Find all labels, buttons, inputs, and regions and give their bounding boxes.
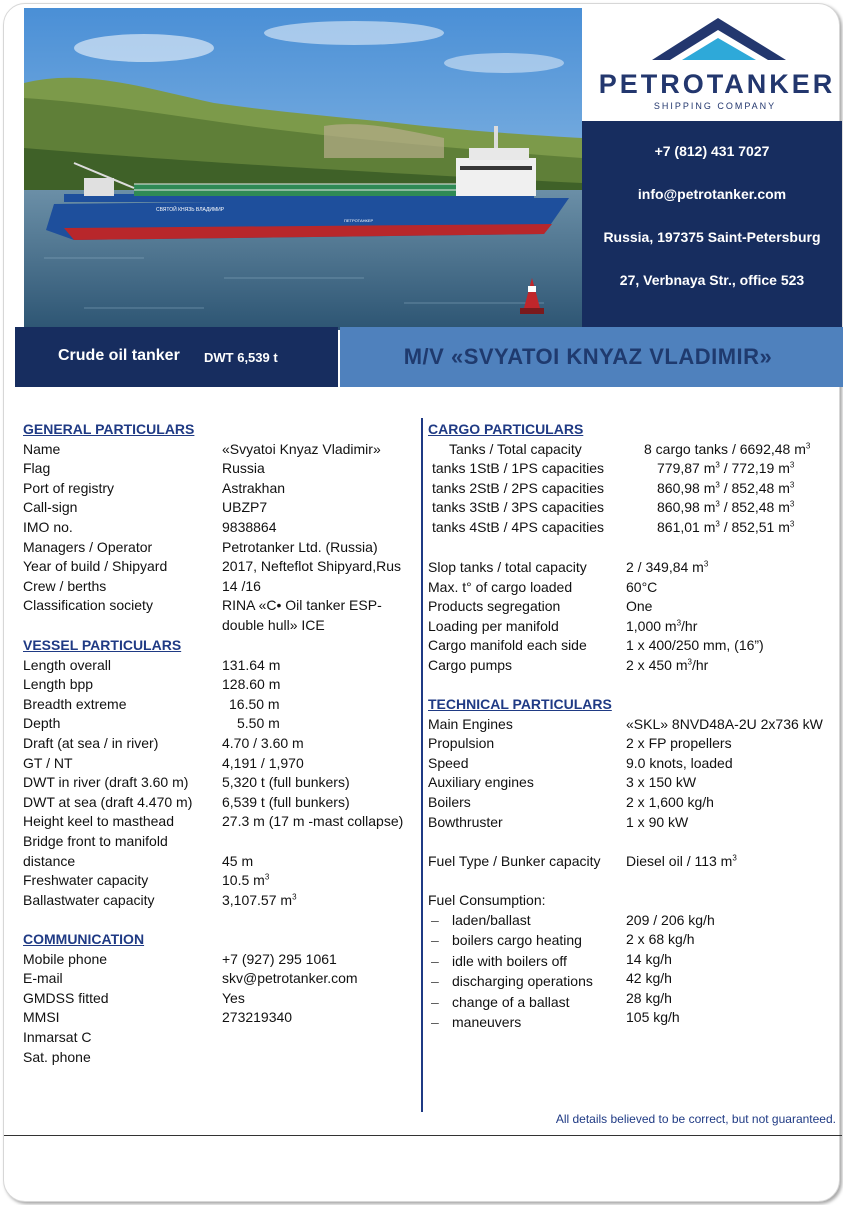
vessel-label: Freshwater capacity <box>23 872 149 889</box>
cargo-value-unit: /hr <box>681 617 698 634</box>
cargo-value-text: 1 x 400/250 mm, (16”) <box>626 637 764 654</box>
general-value: 14 /16 <box>222 577 261 594</box>
cargo-label: Loading per manifold <box>428 617 559 634</box>
vessel-value <box>222 794 350 810</box>
communication-value: 273219340 <box>222 1009 293 1026</box>
vessel-value <box>222 813 403 829</box>
cargo-tank-label: tanks 3StB / 3PS capacities <box>432 499 604 516</box>
dash-bullet: – <box>431 932 439 949</box>
footer-rule <box>4 1135 842 1136</box>
cargo-tank-label: tanks 2StB / 2PS capacities <box>432 479 604 496</box>
fuel-value: 14 kg/h <box>626 950 672 967</box>
vessel-value-text: 4,191 / 1,970 <box>222 754 304 771</box>
superscript: 3 <box>789 499 795 509</box>
cargo-tank-value-b: / 852,48 m <box>719 499 790 516</box>
cargo-value-unit: /hr <box>691 657 709 673</box>
vessel-value-text: 5.50 m <box>237 715 280 732</box>
cargo-value-text: One <box>626 598 653 615</box>
dash-bullet: – <box>431 973 439 990</box>
fuel-type-label: Fuel Type / Bunker capacity <box>428 853 601 869</box>
ship-name-bar <box>340 327 843 387</box>
communication-label: Sat. phone <box>23 1048 91 1065</box>
company-subtitle: SHIPPING COMPANY <box>653 101 777 111</box>
company-email[interactable]: info@petrotanker.com <box>637 186 787 202</box>
communication-heading: COMMUNICATION <box>23 931 145 947</box>
technical-heading: TECHNICAL PARTICULARS <box>428 696 612 712</box>
cargo-tank-value-a: 860,98 m <box>657 479 716 496</box>
vessel-value <box>222 892 297 908</box>
fuel-value: 28 kg/h <box>626 989 672 1006</box>
technical-label: Boilers <box>428 794 471 810</box>
general-value: 9838864 <box>222 519 277 535</box>
vessel-value-text: 27.3 m (17 m -mast collapse) <box>222 813 404 830</box>
contact-panel <box>582 121 842 327</box>
vessel-label: Length overall <box>23 656 111 673</box>
cargo-tank-value-b: / 772,19 m <box>719 460 790 477</box>
cargo-value-text: 2 x 450 m <box>626 657 688 673</box>
cargo-value <box>626 618 697 634</box>
superscript: 3 <box>732 853 737 863</box>
superscript: 3 <box>687 657 692 667</box>
superscript: 3 <box>703 559 709 569</box>
general-value: 2017, Nefteflot Shipyard,Rus <box>222 558 401 575</box>
general-label: Port of registry <box>23 479 115 496</box>
vessel-value-text: 10.5 m <box>222 872 265 889</box>
ship-type-bar <box>15 327 338 387</box>
company-phone[interactable]: +7 (812) 431 7027 <box>654 143 770 159</box>
communication-value: +7 (927) 295 1061 <box>222 950 337 967</box>
cargo-tank-label: tanks 4StB / 4PS capacities <box>432 519 604 535</box>
vessel-value <box>222 676 280 692</box>
superscript: 3 <box>715 519 720 529</box>
dash-bullet: – <box>431 993 439 1010</box>
superscript: 3 <box>805 440 811 450</box>
vessel-value-text: 128.60 m <box>222 676 281 693</box>
technical-label: Auxiliary engines <box>428 774 534 791</box>
general-heading: GENERAL PARTICULARS <box>23 421 195 437</box>
vessel-label: Ballastwater capacity <box>23 891 155 908</box>
vessel-label: DWT in river (draft 3.60 m) <box>23 774 189 791</box>
technical-value: 2 x 1,600 kg/h <box>626 794 714 810</box>
cargo-value <box>626 579 657 595</box>
superscript: 3 <box>715 499 720 509</box>
dash-bullet: – <box>431 912 439 928</box>
technical-value: 9.0 knots, loaded <box>626 754 733 771</box>
general-value: Russia <box>222 460 265 477</box>
communication-label: E-mail <box>23 970 63 987</box>
general-label: Flag <box>23 460 51 477</box>
hull-name-aft: ПЕТРОТАНКЕР <box>344 218 374 223</box>
technical-label: Propulsion <box>428 735 495 752</box>
cargo-tank-value-b: / 852,48 m <box>719 479 790 496</box>
vessel-label: Breadth extreme <box>23 695 127 712</box>
fuel-value: 42 kg/h <box>626 970 672 987</box>
dash-bullet: – <box>431 1014 439 1030</box>
hull-name: СВЯТОЙ КНЯЗЬ ВЛАДИМИР <box>156 207 225 213</box>
technical-label: Main Engines <box>428 715 513 732</box>
vessel-value <box>229 696 280 712</box>
cargo-tank-value <box>657 499 794 515</box>
cargo-tank-value-a: 779,87 m <box>657 460 716 477</box>
company-address-line1: Russia, 197375 Saint-Petersburg <box>603 229 821 245</box>
superscript: 3 <box>789 519 795 529</box>
fuel-value: 105 kg/h <box>626 1009 680 1025</box>
vessel-value <box>222 755 304 771</box>
vessel-value <box>237 715 280 731</box>
vessel-label: GT / NT <box>23 754 73 771</box>
vessel-heading: VESSEL PARTICULARS <box>23 637 182 653</box>
superscript: 3 <box>292 892 297 902</box>
vessel-label: distance <box>23 852 76 869</box>
vessel-label: Bridge front to manifold <box>23 833 168 849</box>
vessel-value <box>222 872 269 888</box>
superscript: 3 <box>264 872 270 882</box>
vessel-label: Height keel to masthead <box>23 813 174 830</box>
vessel-value <box>222 853 253 869</box>
fuel-label: idle with boilers off <box>452 952 567 969</box>
general-value: Petrotanker Ltd. (Russia) <box>222 538 378 555</box>
vessel-value-text: 4.70 / 3.60 m <box>222 735 304 751</box>
superscript: 3 <box>715 480 720 490</box>
general-value: RINA «C• Oil tanker ESP- <box>222 597 382 614</box>
cargo-tank-label: Tanks / Total capacity <box>449 440 582 457</box>
vessel-value-text: 5,320 t (full bunkers) <box>222 774 350 791</box>
cargo-tank-value <box>657 519 794 535</box>
vessel-label: DWT at sea (draft 4.470 m) <box>23 793 193 810</box>
technical-label: Speed <box>428 754 469 771</box>
technical-value: 2 x FP propellers <box>626 735 732 752</box>
cargo-tank-value-a: 860,98 m <box>657 499 716 516</box>
fuel-type-value-text: Diesel oil / 113 m <box>626 853 733 869</box>
fuel-value: 2 x 68 kg/h <box>626 931 695 948</box>
ship-photo <box>24 8 582 330</box>
roof-logo-icon <box>590 12 840 68</box>
cargo-value <box>626 657 708 673</box>
communication-label: MMSI <box>23 1009 60 1026</box>
cargo-label: Products segregation <box>428 598 561 615</box>
general-label: Year of build / Shipyard <box>23 558 168 575</box>
column-divider <box>421 418 423 1112</box>
general-label: Managers / Operator <box>23 538 153 555</box>
cargo-label: Max. t° of cargo loaded <box>428 578 573 595</box>
fuel-value: 209 / 206 kg/h <box>626 912 715 928</box>
vessel-value-text: 16.50 m <box>229 695 280 712</box>
cargo-heading: CARGO PARTICULARS <box>428 421 584 437</box>
cargo-tank-label: tanks 1StB / 1PS capacities <box>432 460 604 477</box>
vessel-value-text: 6,539 t (full bunkers) <box>222 793 350 810</box>
fuel-label: laden/ballast <box>452 912 531 928</box>
cargo-value <box>626 598 652 614</box>
technical-value: «SKL» 8NVD48A-2U 2x736 kW <box>626 715 823 732</box>
fuel-label: change of a ballast <box>452 993 570 1010</box>
general-label: IMO no. <box>23 519 73 535</box>
general-value: UBZP7 <box>222 499 268 516</box>
general-value: Astrakhan <box>222 479 286 496</box>
technical-label: Bowthruster <box>428 813 503 830</box>
fuel-label: boilers cargo heating <box>452 932 582 949</box>
disclaimer: All details believed to be correct, but not guaranteed. <box>555 1112 836 1126</box>
communication-value: skv@petrotanker.com <box>222 970 358 987</box>
cargo-value-text: 60°C <box>626 578 658 595</box>
cargo-value-text: 2 / 349,84 m <box>626 559 704 575</box>
dash-bullet: – <box>431 952 439 969</box>
cargo-tank-value <box>657 480 794 496</box>
general-value: double hull» ICE <box>222 617 325 633</box>
fuel-consumption-heading: Fuel Consumption: <box>428 892 546 908</box>
cargo-label: Cargo manifold each side <box>428 637 587 654</box>
cargo-tank-value-text: 8 cargo tanks / 6692,48 m <box>644 440 806 457</box>
vessel-label: Length bpp <box>23 676 94 693</box>
cargo-label: Slop tanks / total capacity <box>428 559 587 575</box>
vessel-value <box>222 735 304 751</box>
superscript: 3 <box>789 480 795 490</box>
ship-type: Crude oil tanker <box>58 347 180 364</box>
fuel-label: discharging operations <box>452 973 593 990</box>
vessel-label: Draft (at sea / in river) <box>23 735 159 751</box>
ship-name: «SVYATOI KNYAZ VLADIMIR» <box>450 344 773 369</box>
technical-value: 1 x 90 kW <box>626 813 689 830</box>
vessel-value-text: 45 m <box>222 852 254 869</box>
vessel-value <box>222 774 350 790</box>
ship-dwt: DWT 6,539 t <box>204 350 278 365</box>
cargo-value <box>626 637 764 653</box>
communication-label: Inmarsat C <box>23 1029 92 1045</box>
vessel-value-text: 131.64 m <box>222 656 281 673</box>
communication-label: Mobile phone <box>23 950 108 967</box>
cargo-value <box>626 559 708 575</box>
ship-prefix: M/V <box>403 344 445 369</box>
general-label: Call-sign <box>23 499 78 516</box>
cargo-tank-value-a: 861,01 m <box>657 519 716 535</box>
vessel-value-text: 3,107.57 m <box>222 891 293 908</box>
superscript: 3 <box>789 460 795 470</box>
superscript: 3 <box>676 618 682 628</box>
company-name: PETROTANKER <box>598 69 836 99</box>
cargo-label: Cargo pumps <box>428 657 513 673</box>
company-address-line2: 27, Verbnaya Str., office 523 <box>619 272 805 288</box>
cargo-tank-value-b: / 852,51 m <box>719 519 790 535</box>
fuel-type-value <box>626 853 737 869</box>
vessel-label: Depth <box>23 715 61 732</box>
superscript: 3 <box>715 460 720 470</box>
fuel-label: maneuvers <box>452 1014 522 1030</box>
vessel-value <box>222 657 280 673</box>
general-label: Classification society <box>23 597 153 614</box>
company-logo <box>590 12 840 120</box>
technical-value: 3 x 150 kW <box>626 774 697 791</box>
cargo-tank-value <box>644 441 810 457</box>
communication-label: GMDSS fitted <box>23 989 109 1006</box>
communication-value: Yes <box>222 989 245 1006</box>
general-label: Crew / berths <box>23 577 107 594</box>
cargo-value-text: 1,000 m <box>626 617 677 634</box>
general-label: Name <box>23 440 61 457</box>
cargo-tank-value <box>657 460 794 476</box>
general-value: «Svyatoi Knyaz Vladimir» <box>222 440 381 457</box>
ship-title <box>340 344 836 370</box>
